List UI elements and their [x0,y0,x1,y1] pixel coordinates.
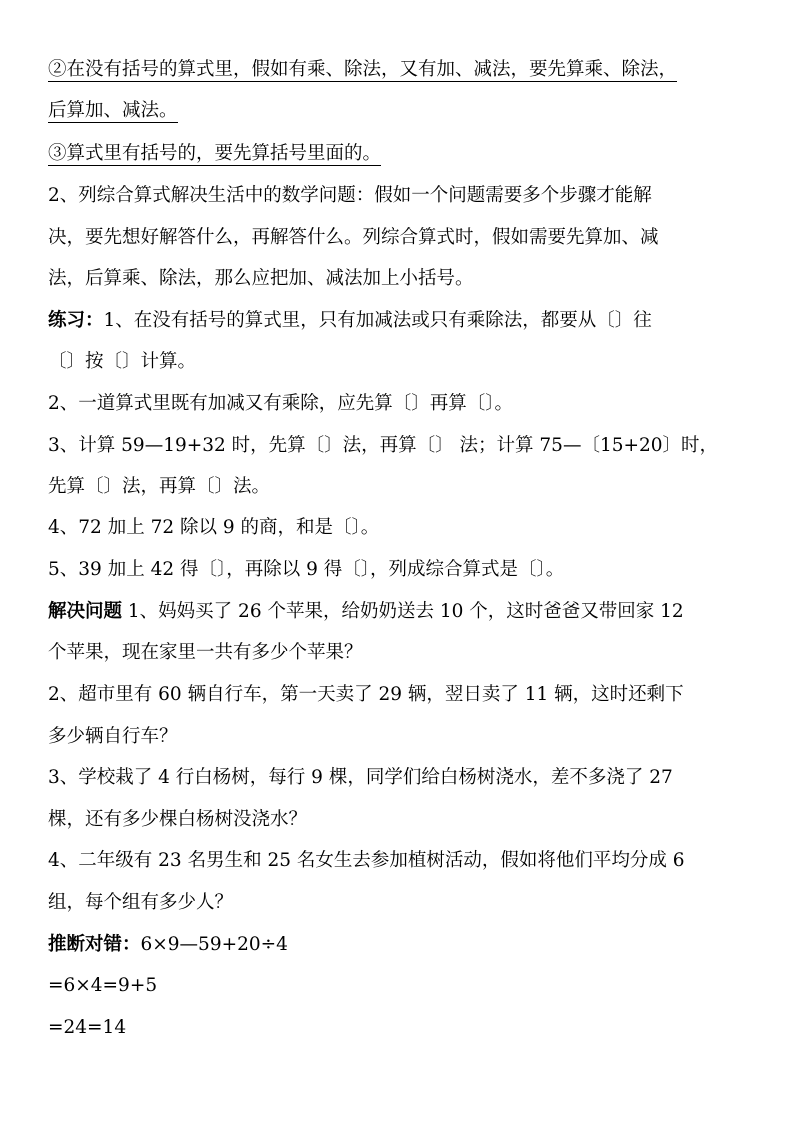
practice-q3-line-1 [48,434,718,458]
problem-3-line-1 [48,766,673,790]
practice-q2-text: 2、一道算式里既有加减又有乘除，应先算〔〕再算〔〕。 [48,393,514,414]
rule-2-text: ②在没有括号的算式里，假如有乘、除法，又有加、减法，要先算乘、除法， [48,59,678,80]
section-2-text-cont: 决，要先想好解答什么，再解答什么。列综合算式时，假如需要先算加、减 [48,227,659,248]
problem-2-line-2 [48,725,178,749]
practice-q5 [48,558,564,582]
problem-2-text: 2、超市里有 60 辆自行车，第一天卖了 29 辆，翌日卖了 11 辆，这时还剩下 [48,684,684,705]
problem-2-line-1 [48,683,684,707]
problem-3-text-cont: 棵，还有多少棵白杨树没浇水？ [48,809,308,830]
practice-q1-text-cont: 〔〕按〔〕计算。 [48,351,197,372]
practice-line-2 [48,350,196,374]
section-2-text-end: 法，后算乘、除法，那么应把加、减法加上小括号。 [48,268,474,289]
problem-1-text: 1、妈妈买了 26 个苹果，给奶奶送去 10 个，这时爸爸又带回家 12 [122,601,684,622]
section-2-line-3 [48,267,474,291]
section-2-line-2 [48,226,659,250]
problem-4-line-2 [48,891,233,915]
problem-4-text-cont: 组，每个组有多少人？ [48,892,234,913]
practice-q3-line-2 [48,475,270,499]
rule-2-line-2 [48,99,178,123]
judge-expression: 6×9—59+20÷4 [140,934,288,955]
rule-2-text-cont: 后算加、减法。 [48,100,178,121]
practice-q1-text: 1、在没有括号的算式里，只有加减法或只有乘除法，都要从〔〕往 [103,310,652,331]
practice-q4-text: 4、72 加上 72 除以 9 的商，和是〔〕。 [48,517,380,538]
section-2-text: 2、列综合算式解决生活中的数学问题：假如一个问题需要多个步骤才能解 [48,185,652,206]
practice-q2 [48,392,513,416]
practice-label: 练习： [48,310,104,331]
practice-q3-text: 3、计算 59—19+32 时，先算〔〕法，再算〔〕 法；计算 75—〔15+20〕时， [48,435,719,456]
problems-line-2 [48,641,363,665]
judge-label: 推断对错： [48,934,141,955]
problem-1-text-cont: 个苹果，现在家里一共有多少个苹果？ [48,642,363,663]
problem-3-line-2 [48,808,307,832]
problems-line-1 [48,600,684,624]
practice-q3-text-cont: 先算〔〕法，再算〔〕法。 [48,476,271,497]
problem-4-line-1 [48,849,685,873]
practice-q4 [48,516,379,540]
section-2-line-1 [48,184,652,208]
rule-2-line-1 [48,58,677,82]
problems-label: 解决问题 [48,601,123,622]
judge-line-3 [48,1016,126,1040]
problem-4-text: 4、二年级有 23 名男生和 25 名女生去参加植树活动，假如将他们平均分成 6 [48,850,685,871]
problem-2-text-cont: 多少辆自行车？ [48,726,178,747]
practice-line-1 [48,309,652,333]
judge-step-1: =6×4=9+5 [48,975,158,996]
judge-line-1 [48,933,288,957]
practice-q5-text: 5、39 加上 42 得〔〕，再除以 9 得〔〕，列成综合算式是〔〕。 [48,559,565,580]
problem-3-text: 3、学校栽了 4 行白杨树，每行 9 棵，同学们给白杨树浇水，差不多浇了 27 [48,767,673,788]
judge-step-2: =24=14 [48,1017,127,1038]
rule-3-text: ③算式里有括号的，要先算括号里面的。 [48,143,382,164]
judge-line-2 [48,974,157,998]
rule-3-line [48,142,381,166]
